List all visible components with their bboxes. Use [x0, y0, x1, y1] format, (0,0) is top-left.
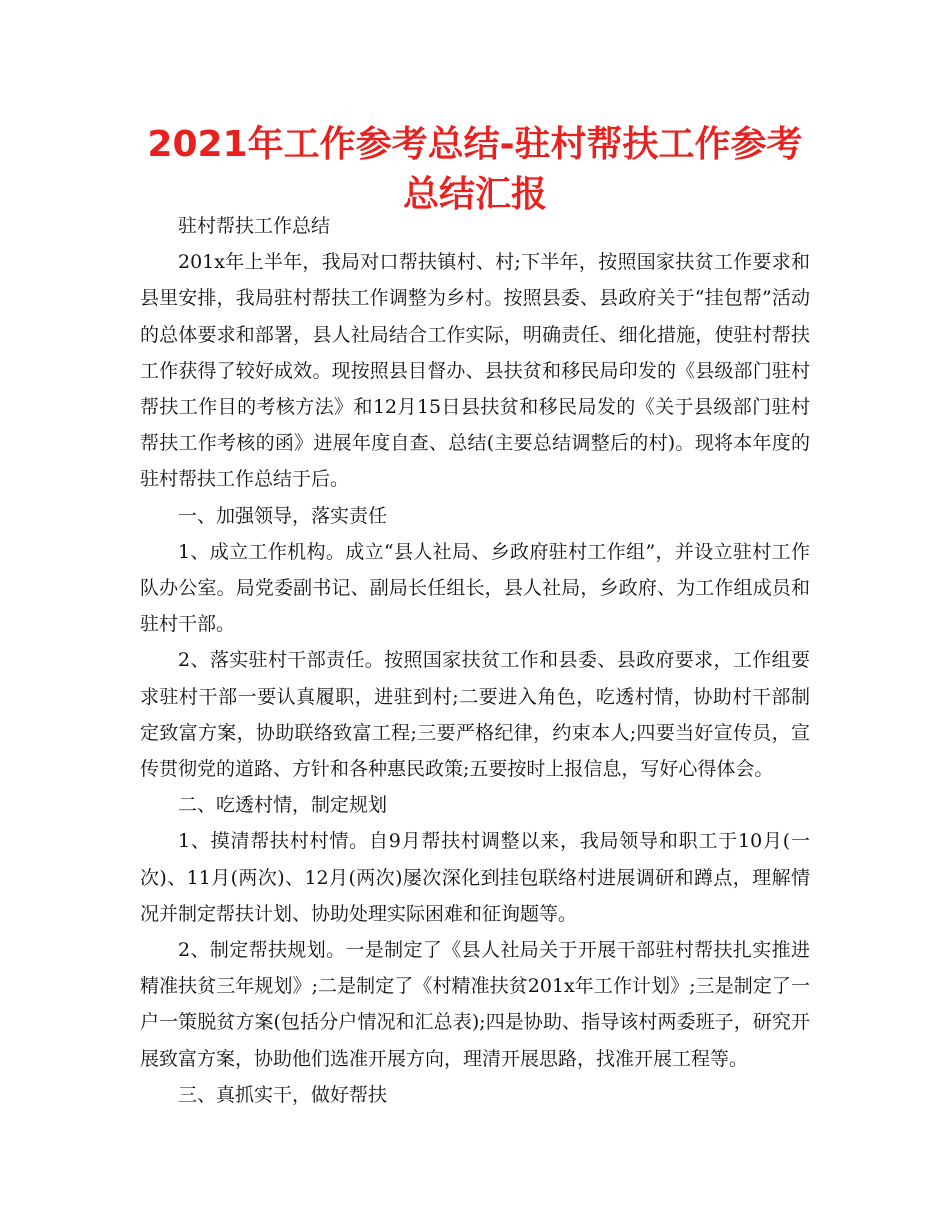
section-heading-1: 一、加强领导，落实责任: [178, 504, 388, 527]
document-body: [140, 208, 810, 1113]
section-heading-2: 二、吃透村情，制定规划: [178, 794, 388, 817]
subtitle-paragraph: 驻村帮扶工作总结: [178, 215, 331, 237]
section-heading-3: 三、真抓实干，做好帮扶: [178, 1083, 388, 1106]
body-paragraph: 1、摸清帮扶村村情。自9月帮扶村调整以来，我局领导和职工于10月(一次)、11月(两次)、12月(两次)屡次深化到挂包联络村进展调研和蹲点，理解情况并制定帮扶计划、协助处理实际困难和征询题等。: [140, 830, 810, 925]
intro-paragraph: 201x年上半年，我局对口帮扶镇村、村;下半年，按照国家扶贫工作要求和县里安排，我局驻村帮扶工作调整为乡村。按照县委、县政府关于“挂包帮”活动的总体要求和部署，县人社局结合工作实际，明确责任、细化措施，使驻村帮扶工作获得了较好成效。现按照县目督办、县扶贫和移民局印发的《县级部门驻村帮扶工作目的考核方法》和12月15日县扶贫和移民局发的《关于县级部门驻村帮扶工作考核的函》进展年度自查、总结(主要总结调整后的村)。现将本年度的驻村帮扶工作总结于后。: [140, 251, 810, 491]
body-paragraph: 2、落实驻村干部责任。按照国家扶贫工作和县委、县政府要求，工作组要求驻村干部一要认真履职，进驻到村;二要进入角色，吃透村情，协助村干部制定致富方案，协助联络致富工程;三要严格纪律，约束本人;四要当好宣传员，宣传贯彻党的道路、方针和各种惠民政策;五要按时上报信息，写好心得体会。: [140, 649, 810, 781]
body-paragraph: 2、制定帮扶规划。一是制定了《县人社局关于开展干部驻村帮扶扎实推进精准扶贫三年规划》;二是制定了《村精准扶贫201x年工作计划》;三是制定了一户一策脱贫方案(包括分户情况和汇总表);四是协助、指导该村两委班子，研究开展致富方案，协助他们选准开展方向，理清开展思路，找准开展工程等。: [140, 939, 810, 1070]
body-paragraph: 1、成立工作机构。成立“县人社局、乡政府驻村工作组”，并设立驻村工作队办公室。局党委副书记、副局长任组长，县人社局，乡政府、为工作组成员和驻村干部。: [140, 540, 810, 636]
document-title: 2021年工作参考总结-驻村帮扶工作参考总结汇报: [147, 124, 803, 215]
